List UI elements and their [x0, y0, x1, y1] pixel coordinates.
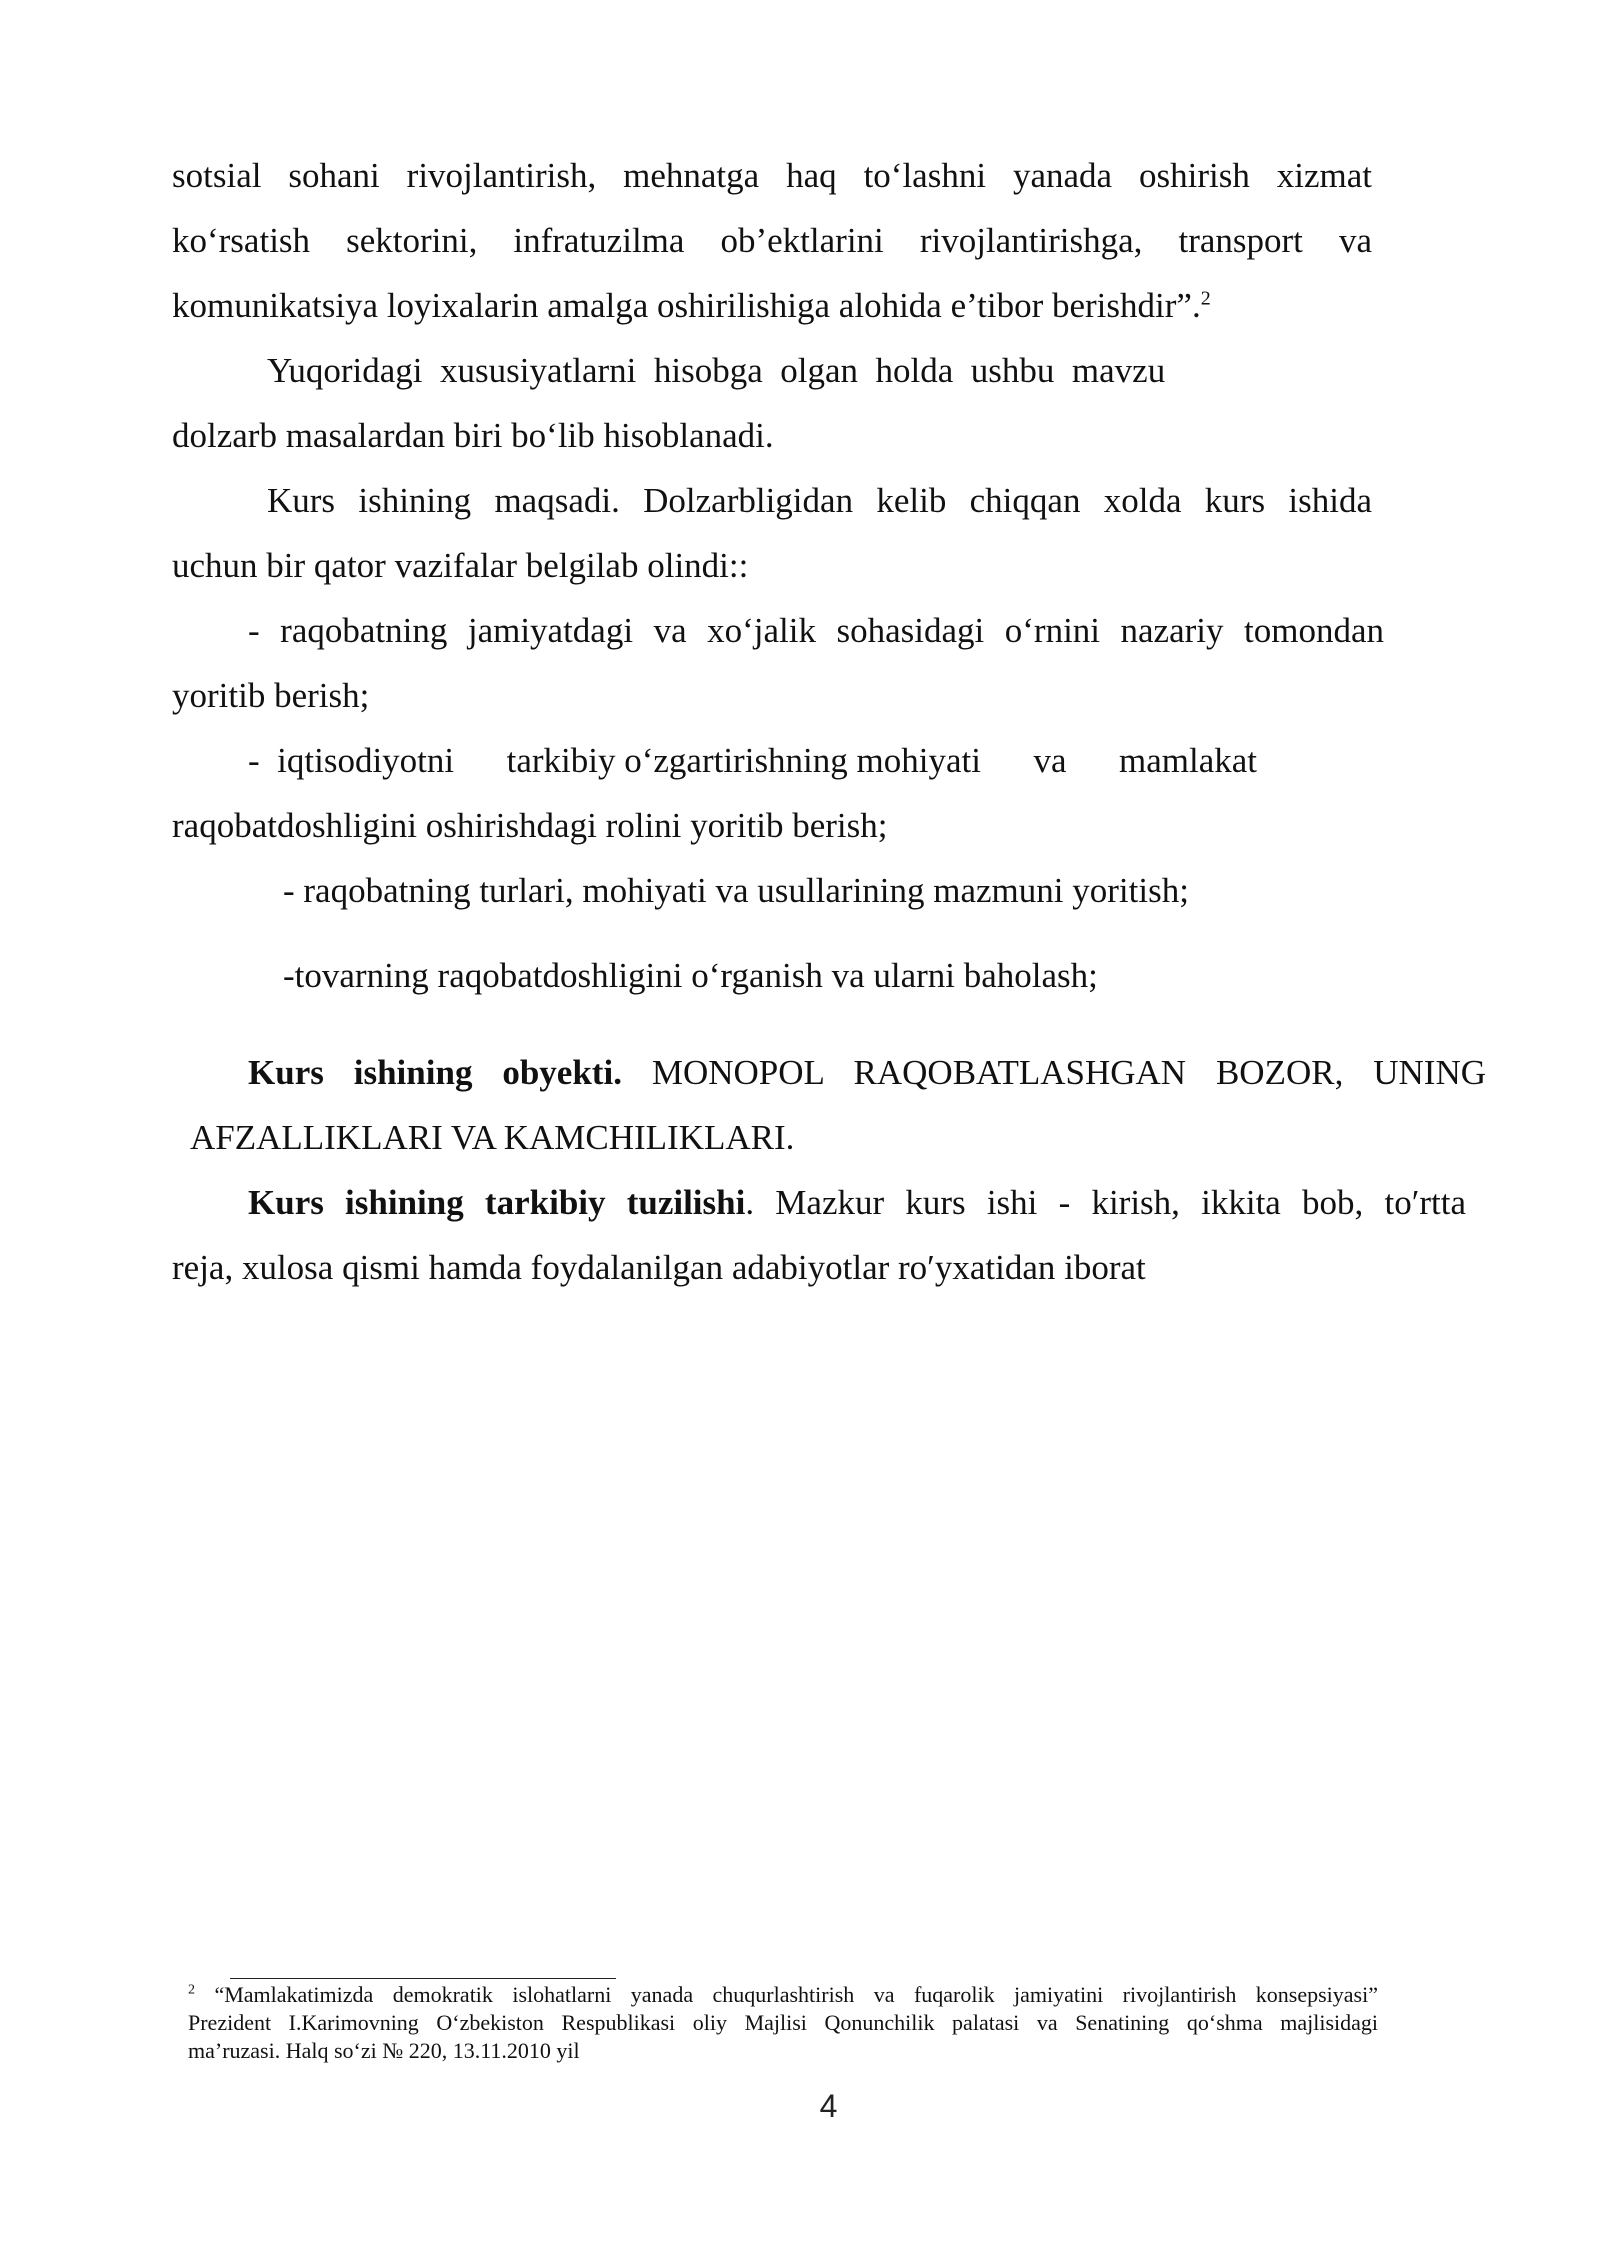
paragraph-2-line-1: Yuqoridagi xususiyatlarni hisobga olgan holda ushbu mavzu — [267, 351, 1166, 390]
structure-paragraph-line-1 — [248, 1185, 1466, 1220]
footnote-marker: 2 — [188, 1982, 195, 1998]
object-label: Kurs ishining obyekti. — [248, 1053, 622, 1092]
list-item-1-line-1: - raqobatning jamiyatdagi va xo‘jalik sohasidagi o‘rnini nazariy tomondan — [248, 611, 1384, 650]
list-item-3: - raqobatning turlari, mohiyati va usullarining mazmuni yoritish; — [283, 871, 1189, 910]
footnote-reference: 2 — [1200, 287, 1211, 310]
paragraph-2-line-2: dolzarb masalardan biri bo‘lib hisoblanadi. — [172, 416, 774, 455]
footnote-line-2: Prezident I.Karimovning O‘zbekiston Respublikasi oliy Majlisi Qonunchilik palatasi va Senatining qo‘shma majlisidagi — [188, 2010, 1378, 2035]
footnote-separator — [230, 1978, 616, 1979]
structure-label: Kurs ishining tarkibiy tuzilishi — [248, 1183, 746, 1222]
object-paragraph-line-1 — [248, 1055, 1486, 1090]
list-item-4: -tovarning raqobatdoshligini o‘rganish va ularni baholash; — [283, 956, 1098, 995]
structure-paragraph-line-2: reja, xulosa qismi hamda foydalanilgan adabiyotlar ro′yxatidan iborat — [172, 1248, 1146, 1287]
page-number: 4 — [819, 2088, 838, 2124]
object-text: MONOPOL RAQOBATLASHGAN BOZOR, UNING — [621, 1053, 1486, 1092]
paragraph-1-line-3-text: komunikatsiya loyixalarin amalga oshirilishiga alohida e’tibor berishdir”. — [172, 286, 1201, 325]
paragraph-1-line-1: sotsial sohani rivojlantirish, mehnatga haq to‘lashni yanada oshirish xizmat — [172, 156, 1372, 195]
paragraph-1-line-2: ko‘rsatish sektorini, infratuzilma ob’ektlarini rivojlantirishga, transport va — [172, 221, 1372, 260]
object-paragraph-line-2: AFZALLIKLARI VA KAMCHILIKLARI. — [190, 1118, 795, 1157]
paragraph-1-line-3 — [172, 288, 1211, 323]
paragraph-3-line-2: uchun bir qator vazifalar belgilab olindi:: — [172, 546, 749, 585]
footnote-line-1 — [188, 1984, 1378, 2006]
footnote-line-3: ma’ruzasi. Halq so‘zi № 220, 13.11.2010 yil — [188, 2038, 580, 2063]
structure-text: . Mazkur kurs ishi - kirish, ikkita bob, to′rtta — [745, 1183, 1466, 1222]
paragraph-3-line-1: Kurs ishining maqsadi. Dolzarbligidan kelib chiqqan xolda kurs ishida — [267, 481, 1372, 520]
list-item-1-line-2: yoritib berish; — [172, 676, 370, 715]
list-item-2-line-1: - iqtisodiyotni tarkibiy o‘zgartirishning mohiyati va mamlakat — [248, 741, 1258, 780]
list-item-2-line-2: raqobatdoshligini oshirishdagi rolini yoritib berish; — [172, 806, 888, 845]
footnote-line-1-text: “Mamlakatimizda demokratik islohatlarni yanada chuqurlashtirish va fuqarolik jamiyatini rivojlantirish konsepsiyasi” — [195, 1982, 1378, 2007]
